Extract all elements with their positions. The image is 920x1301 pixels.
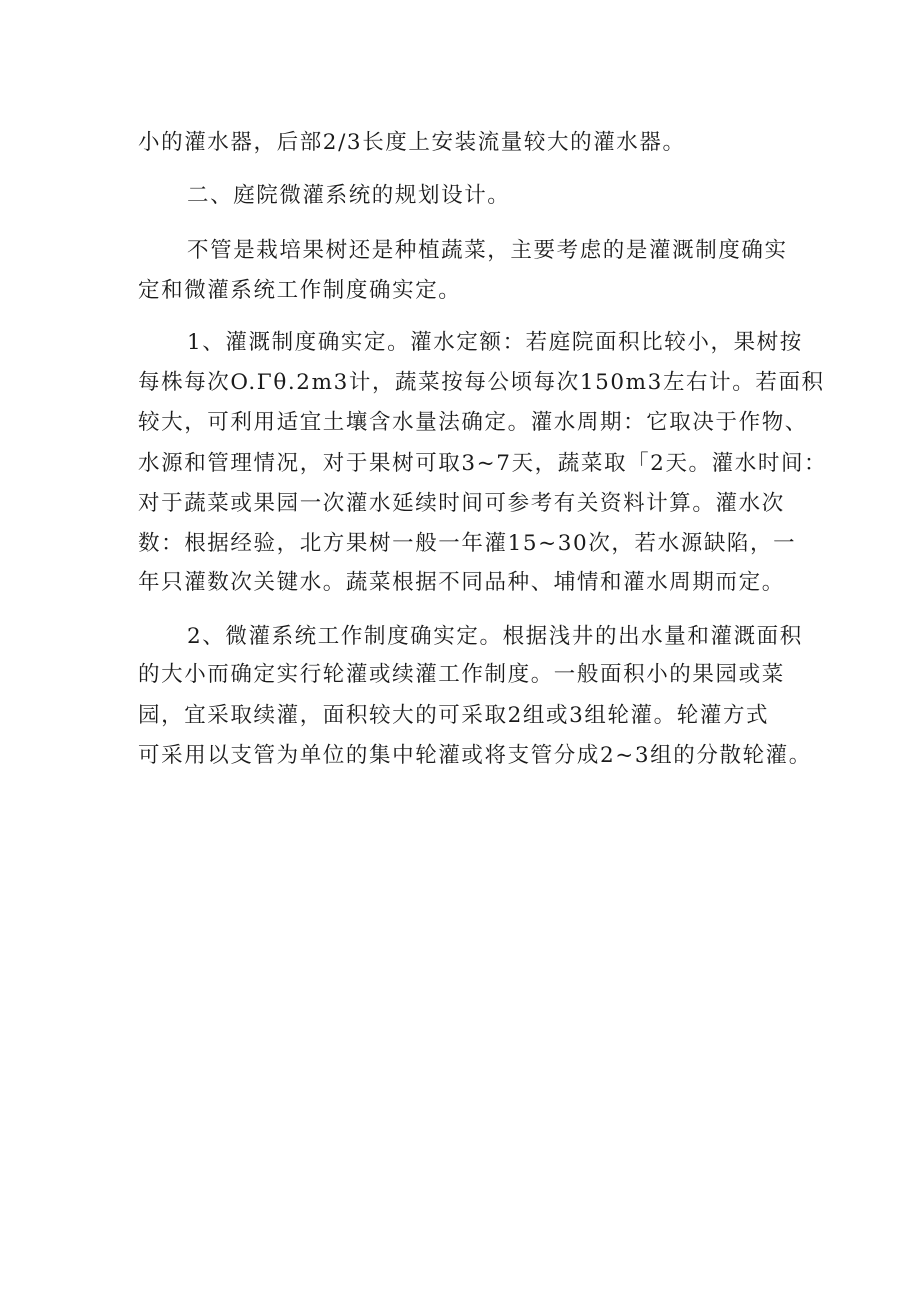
- section-heading: 二、庭院微灌系统的规划设计。: [187, 183, 511, 208]
- paragraph-line-9: 数：根据经验，北方果树一般一年灌15~30次，若水源缺陷，一: [138, 531, 797, 556]
- paragraph-line-1: 小的灌水器，后部2/3长度上安装流量较大的灌水器。: [138, 130, 686, 155]
- paragraph-line-14: 可采用以支管为单位的集中轮灌或将支管分成2~3组的分散轮灌。: [138, 743, 812, 768]
- paragraph-line-4: 1、灌溉制度确实定。灌水定额：若庭院面积比较小，果树按: [187, 330, 803, 355]
- paragraph-line-3: 定和微灌系统工作制度确实定。: [138, 278, 462, 303]
- paragraph-line-12: 的大小而确定实行轮灌或续灌工作制度。一般面积小的果园或菜: [138, 662, 785, 687]
- paragraph-line-7: 水源和管理情况，对于果树可取3~7天，蔬菜取「2天。灌水时间：: [138, 451, 828, 476]
- paragraph-line-8: 对于蔬菜或果园一次灌水延续时间可参考有关资料计算。灌水次: [138, 491, 785, 516]
- paragraph-line-2: 不管是栽培果树还是种植蔬菜，主要考虑的是灌溉制度确实: [187, 238, 788, 263]
- paragraph-line-5: 每株每次O.Γθ.2m3计，蔬菜按每公顷每次150m3左右计。若面积: [138, 370, 825, 395]
- paragraph-line-6: 较大，可利用适宜土壤含水量法确定。灌水周期：它取决于作物、: [138, 410, 808, 435]
- paragraph-line-10: 年只灌数次关键水。蔬菜根据不同品种、埔情和灌水周期而定。: [138, 570, 785, 595]
- paragraph-line-13: 园，宜采取续灌，面积较大的可采取2组或3组轮灌。轮灌方式: [138, 703, 770, 728]
- paragraph-line-11: 2、微灌系统工作制度确实定。根据浅井的出水量和灌溉面积: [187, 624, 803, 649]
